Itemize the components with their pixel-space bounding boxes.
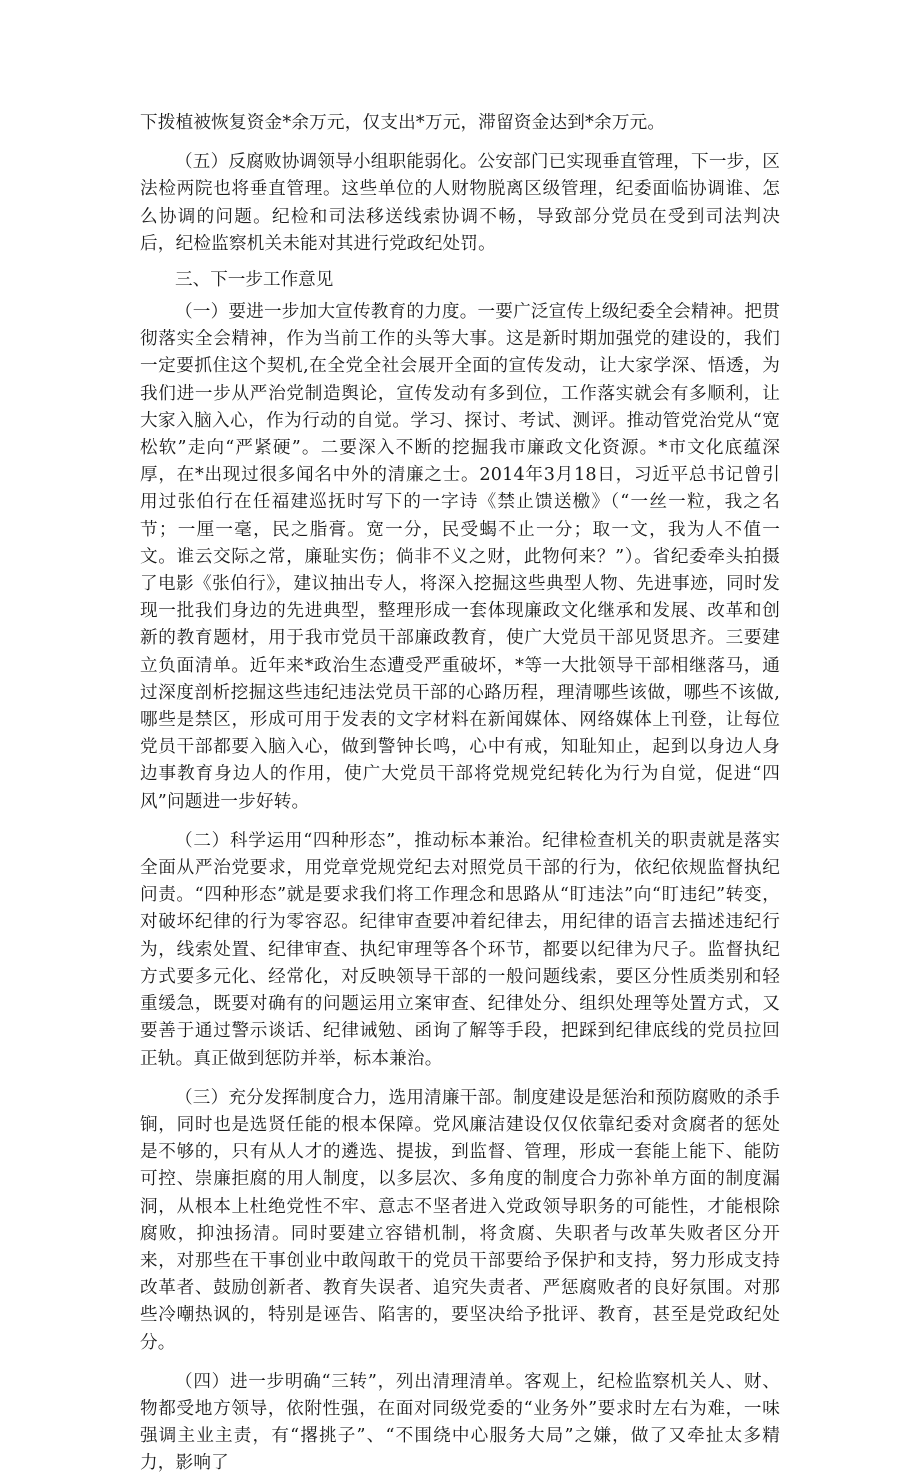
paragraph-measure-3: （三）充分发挥制度合力，选用清廉干部。制度建设是惩治和预防腐败的杀手锏，同时也是选贤任能的根本保障。党风廉洁建设仅仅依靠纪委对贪腐者的惩处是不够的，只有从人才的遴选、提拔，到监督、管理，形成一套能上能下、能防可控、崇廉拒腐的用人制度，以多层次、多角度的制度合力弥补单方面的制度漏洞，从根本上杜绝党性不牢、意志不坚者进入党政领导职务的可能性，才能根除腐败，抑浊扬清。同时要建立容错机制，将贪腐、失职者与改革失败者区分开来，对那些在干事创业中敢闯敢干的党员干部要给予保护和支持，努力形成支持改革者、鼓励创新者、教育失误者、追究失责者、严惩腐败者的良好氛围。对那些冷嘲热讽的，特别是诬告、陷害的，要坚决给予批评、教育，甚至是党政纪处分。	[140, 1087, 780, 1353]
section-heading: 三、下一步工作意见	[175, 270, 334, 291]
paragraph-continuation: 下拨植被恢复资金*余万元，仅支出*万元，滞留资金达到*余万元。	[140, 113, 666, 133]
paragraph-measure-1: （一）要进一步加大宣传教育的力度。一要广泛宣传上级纪委全会精神。把贯彻落实全会精神，作为当前工作的头等大事。这是新时期加强党的建设的，我们一定要抓住这个契机,在全党全社会展开全面的宣传发动，让大家学深、悟透，为我们进一步从严治党制造舆论，宣传发动有多到位，工作落实就会有多顺利，让大家入脑入心，作为行动的自觉。学习、探讨、考试、测评。推动管党治党从“宽松软”走向“严紧硬”。二要深入不断的挖掘我市廉政文化资源。*市文化底蕴深厚，在*出现过很多闻名中外的清廉之士。2014年3月18日，习近平总书记曾引用过张伯行在任福建巡抚时写下的一字诗《禁止馈送檄》（“一丝一粒，我之名节；一厘一毫，民之脂膏。宽一分，民受蝎不止一分；取一文，我为人不值一文。谁云交际之常，廉耻实伤；倘非不义之财，此物何来？”）。省纪委牵头拍摄了电影《张伯行》，建议抽出专人，将深入挖掘这些典型人物、先进事迹，同时发现一批我们身边的先进典型，整理形成一套体现廉政文化继承和发展、改革和创新的教育题材，用于我市党员干部廉政教育，使广大党员干部见贤思齐。三要建立负面清单。近年来*政治生态遭受严重破坏，*等一大批领导干部相继落马，通过深度剖析挖掘这些违纪违法党员干部的心路历程，理清哪些该做，哪些不该做,哪些是禁区，形成可用于发表的文字材料在新闻媒体、网络媒体上刊登，让每位党员干部都要入脑入心，做到警钟长鸣，心中有戒，知耻知止，起到以身边人身边事教育身边人的作用，使广大党员干部将党规党纪转化为行为自觉，促进“四风”问题进一步好转。	[140, 302, 780, 812]
paragraph-issue-5: （五）反腐败协调领导小组职能弱化。公安部门已实现垂直管理，下一步，区法检两院也将垂直管理。这些单位的人财物脱离区级管理，纪委面临协调谁、怎么协调的问题。纪检和司法移送线索协调不畅，导致部分党员在受到司法判决后，纪检监察机关未能对其进行党政纪处罚。	[140, 152, 780, 254]
paragraph-measure-4: （四）进一步明确“三转”，列出清理清单。客观上，纪检监察机关人、财、物都受地方领导，依附性强，在面对同级党委的“业务外”要求时左右为难，一味强调主业主责，有“撂挑子”、“不围绕中心服务大局”之嫌，做了又牵扯太多精力，影响了	[140, 1371, 780, 1474]
paragraph-measure-2: （二）科学运用“四种形态”，推动标本兼治。纪律检查机关的职责就是落实全面从严治党要求，用党章党规党纪去对照党员干部的行为，依纪依规监督执纪问责。“四种形态”就是要求我们将工作理念和思路从“盯违法”向“盯违纪”转变，对破坏纪律的行为零容忍。纪律审查要冲着纪律去，用纪律的语言去描述违纪行为，线索处置、纪律审查、执纪审理等各个环节，都要以纪律为尺子。监督执纪方式要多元化、经常化，对反映领导干部的一般问题线索，要区分性质类别和轻重缓急，既要对确有的问题运用立案审查、纪律处分、组织处理等处置方式，又要善于通过警示谈话、纪律诫勉、函询了解等手段，把踩到纪律底线的党员拉回正轨。真正做到惩防并举，标本兼治。	[140, 830, 780, 1069]
